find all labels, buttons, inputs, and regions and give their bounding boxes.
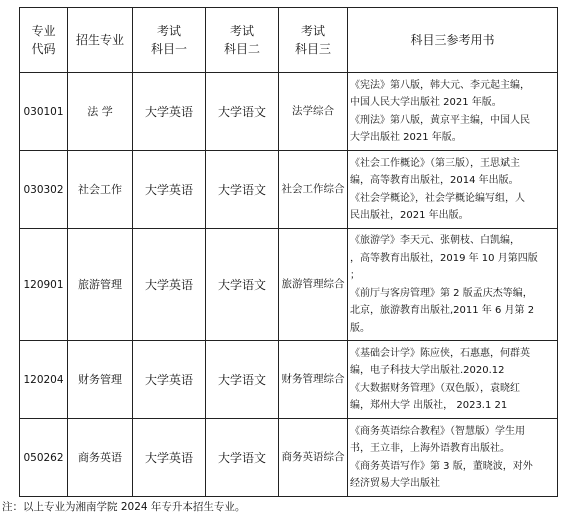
reference-line: 《商务英语写作》第 3 版，董晓波，对外	[350, 460, 533, 472]
reference-line: 《商务英语综合教程》（智慧版）学生用	[350, 425, 525, 437]
header-code: 专业 代码	[20, 8, 68, 73]
cell-references	[348, 151, 558, 229]
cell-subject3: 财务管理综合	[279, 341, 348, 419]
reference-line: 中国人民大学出版社 2021 年版。	[350, 97, 502, 108]
reference-line: 大学出版社 2021 年版。	[350, 132, 462, 143]
reference-line: 《前厅与客房管理》第 2 版孟庆杰等编，	[350, 287, 533, 299]
reference-line: 《旅游学》李天元、张朝枝、白凯编，	[350, 235, 520, 246]
cell-code: 050262	[20, 419, 68, 497]
cell-references	[348, 229, 558, 341]
reference-line: 《大数据财务管理》（双色版），袁晓红	[350, 382, 520, 394]
cell-subject2: 大学语文	[206, 419, 279, 497]
cell-subject2: 大学语文	[206, 229, 279, 341]
reference-line: 《社会工作概论》（第三版），王思斌主	[350, 157, 520, 169]
table-row	[20, 151, 558, 229]
table-row	[20, 73, 558, 151]
cell-subject3: 社会工作综合	[279, 151, 348, 229]
cell-subject3: 旅游管理综合	[279, 229, 348, 341]
footnote: 注：以上专业为湘南学院 2024 年专升本招生专业。	[2, 501, 246, 513]
reference-line: 《社会学概论》，社会学概论编写组，人	[350, 192, 525, 204]
cell-code: 030302	[20, 151, 68, 229]
reference-line: 编，郑州大学 出版社， 2023.1 21	[350, 400, 508, 411]
reference-line: 北京，旅游教育出版社,2011 年 6 月第 2	[350, 305, 535, 316]
header-references: 科目三参考用书	[348, 8, 558, 73]
reference-line: 经济贸易大学出版社	[350, 478, 440, 489]
reference-line: ，高等教育出版社，2019 年 10 月第四版	[350, 252, 538, 264]
cell-major: 法 学	[68, 73, 133, 151]
cell-subject1: 大学英语	[133, 419, 206, 497]
cell-code: 030101	[20, 73, 68, 151]
reference-line: 《刑法》第八版，黄京平主编，中国人民	[350, 114, 530, 126]
cell-references	[348, 341, 558, 419]
header-major: 招生专业	[68, 8, 133, 73]
cell-subject1: 大学英语	[133, 229, 206, 341]
reference-line: 版。	[350, 322, 370, 334]
cell-major: 旅游管理	[68, 229, 133, 341]
header-row	[20, 8, 558, 73]
reference-line: 《宪法》第八版，韩大元、李元起主编，	[350, 79, 530, 91]
admissions-table	[19, 7, 558, 497]
reference-line: 《基础会计学》陈应侠，石惠惠，何群英	[350, 347, 530, 359]
cell-subject3: 商务英语综合	[279, 419, 348, 497]
cell-subject1: 大学英语	[133, 73, 206, 151]
cell-subject2: 大学语文	[206, 151, 279, 229]
cell-references	[348, 73, 558, 151]
cell-code: 120204	[20, 341, 68, 419]
cell-subject1: 大学英语	[133, 151, 206, 229]
cell-subject2: 大学语文	[206, 341, 279, 419]
header-subject1: 考试 科目一	[133, 8, 206, 73]
cell-code: 120901	[20, 229, 68, 341]
header-subject3: 考试 科目三	[279, 8, 348, 73]
table-row	[20, 229, 558, 341]
cell-subject1: 大学英语	[133, 341, 206, 419]
reference-line: ；	[350, 270, 360, 281]
reference-line: 书，王立非，上海外语教育出版社。	[350, 443, 510, 454]
reference-line: 编，电子科技大学出版社.2020.12	[350, 365, 505, 376]
reference-line: 民出版社，2021 年出版。	[350, 210, 469, 221]
table-row	[20, 341, 558, 419]
cell-references	[348, 419, 558, 497]
cell-subject2: 大学语文	[206, 73, 279, 151]
cell-subject3: 法学综合	[279, 73, 348, 151]
table-row	[20, 419, 558, 497]
cell-major: 社会工作	[68, 151, 133, 229]
cell-major: 商务英语	[68, 419, 133, 497]
cell-major: 财务管理	[68, 341, 133, 419]
header-subject2: 考试 科目二	[206, 8, 279, 73]
reference-line: 编，高等教育出版社，2014 年出版。	[350, 175, 519, 186]
